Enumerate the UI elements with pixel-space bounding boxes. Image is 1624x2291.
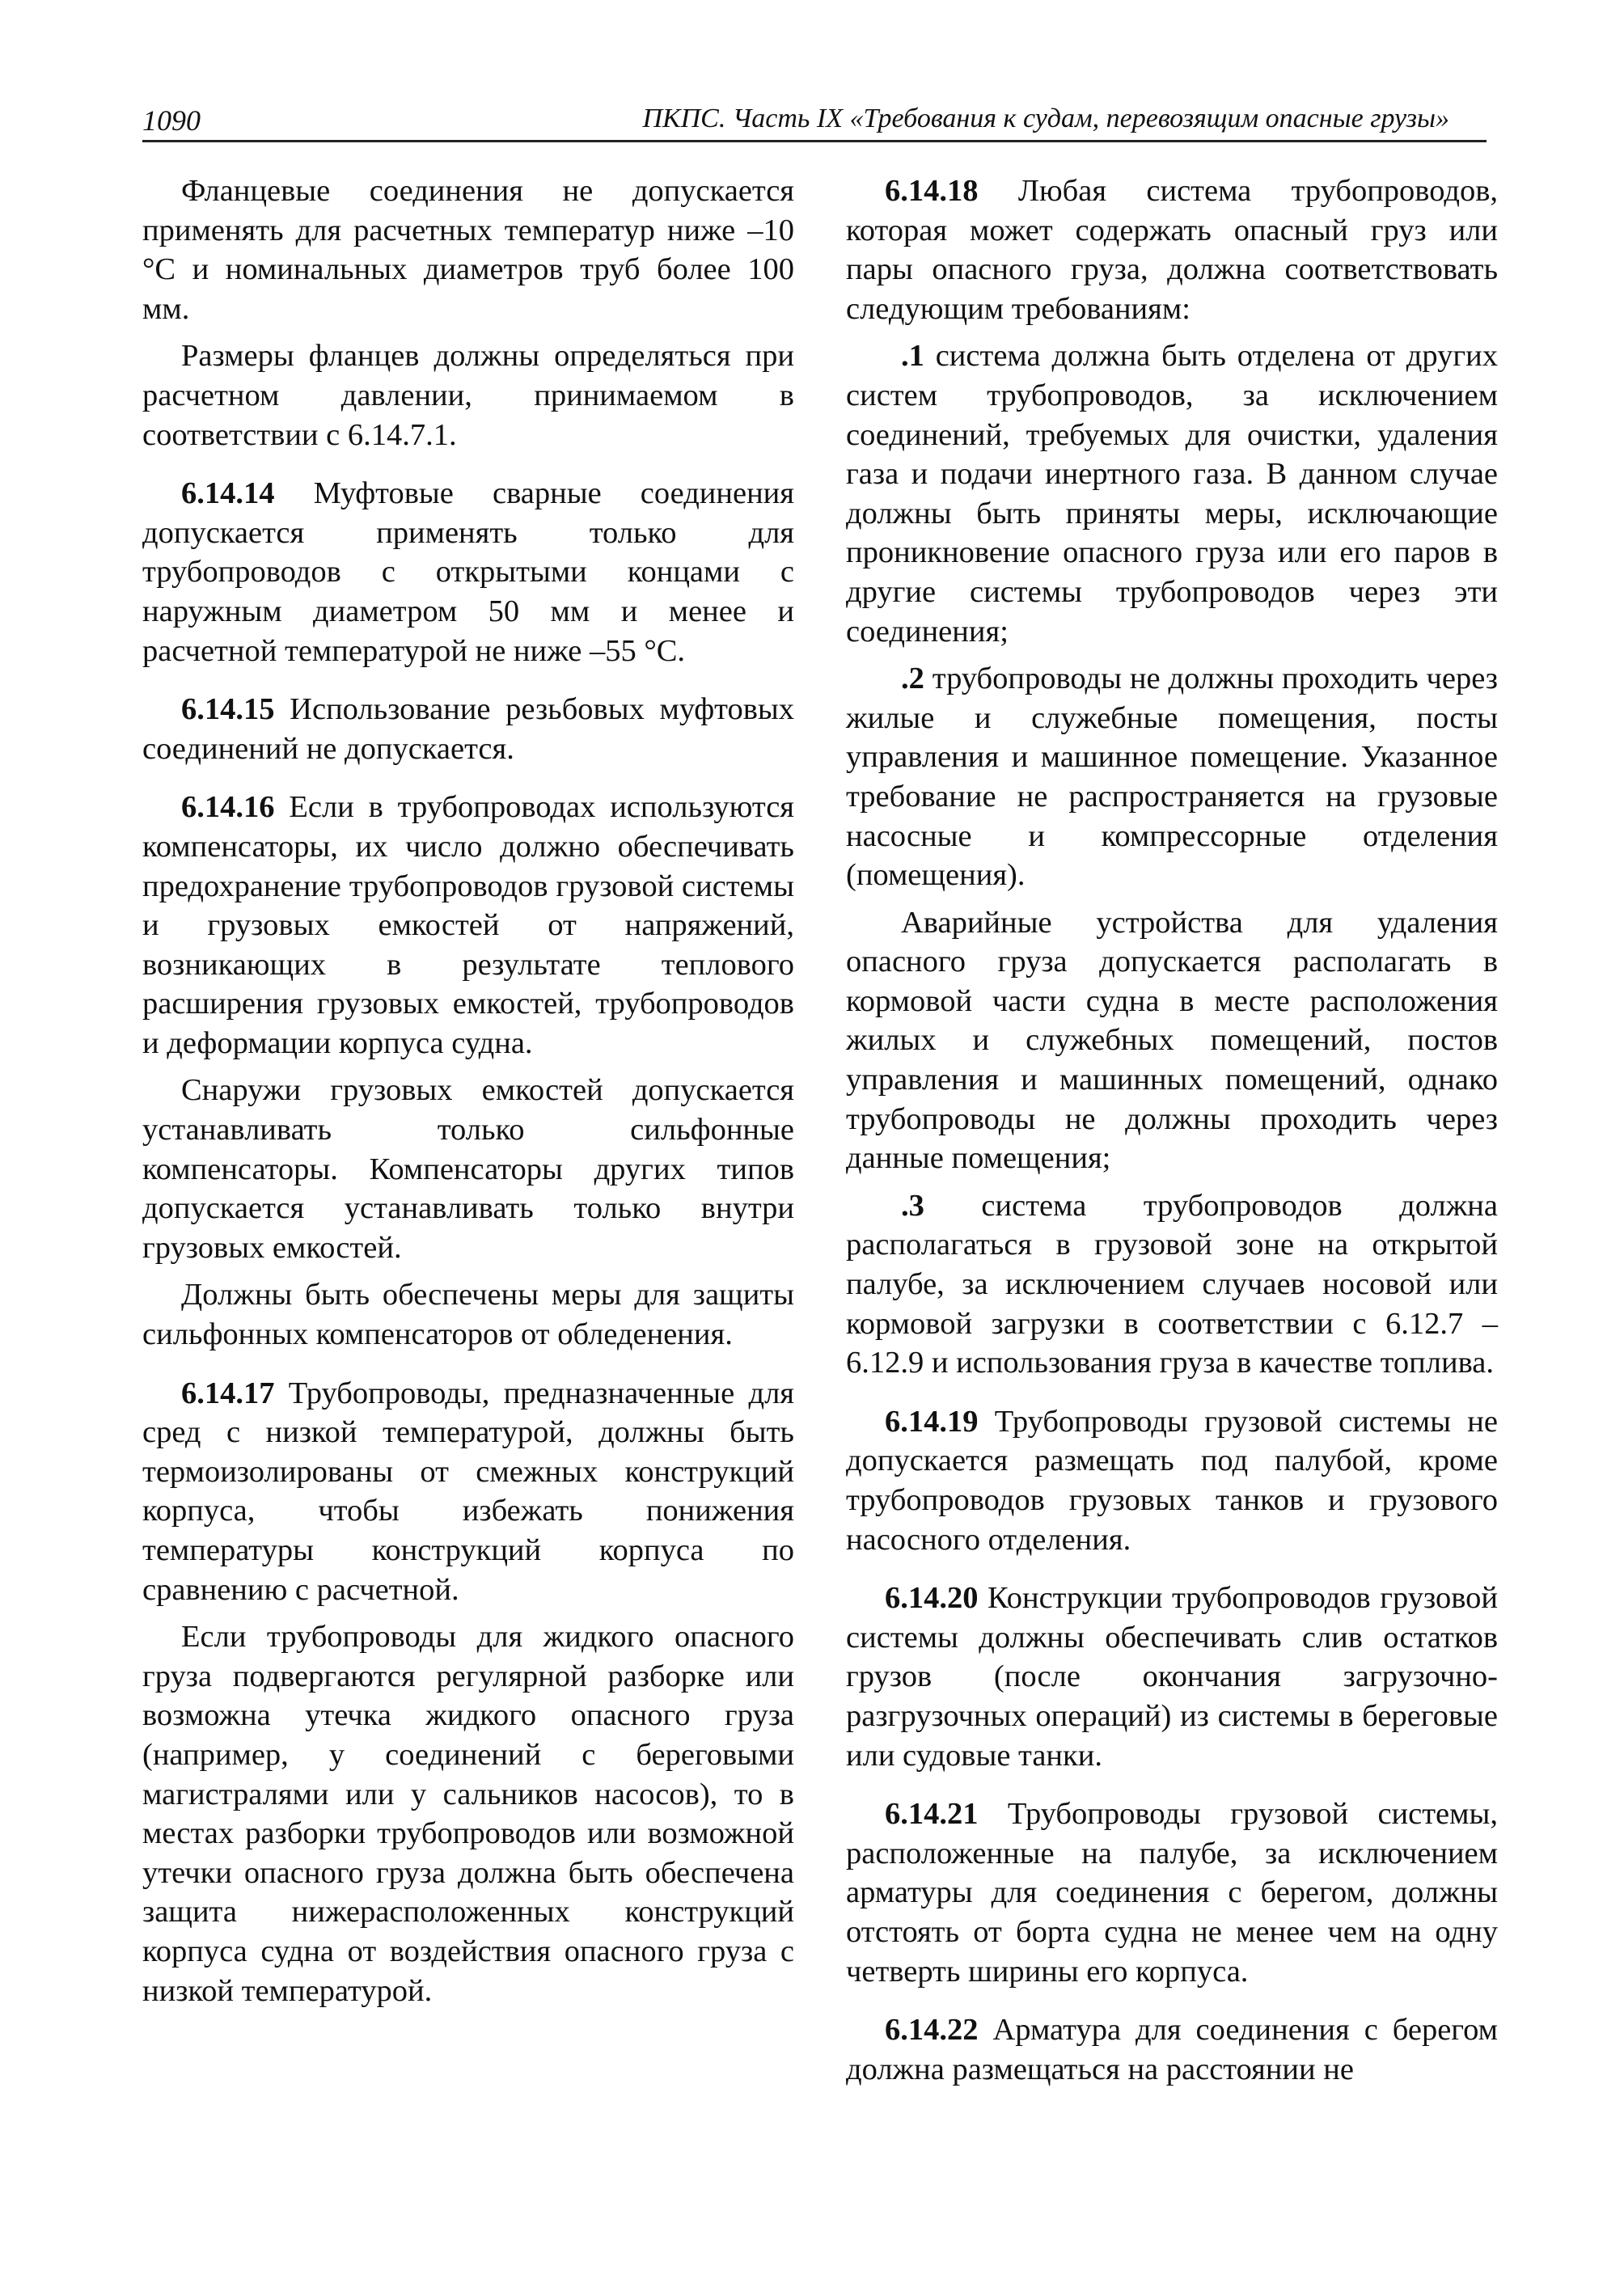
paragraph: Фланцевые соединения не допускается применять для расчетных температур ниже –10 °С и номинальных диаметров труб более 100 мм.: [142, 174, 794, 326]
clause-number: 6.14.19: [885, 1404, 979, 1439]
clause-number: 6.14.20: [885, 1581, 979, 1616]
clause-6-14-22: 6.14.22 Арматура для соединения с берегом должна размещаться на расстоянии не: [846, 2013, 1498, 2086]
clause-number: 6.14.16: [181, 790, 275, 825]
paragraph: Должны быть обеспечены меры для защиты сильфонных компенсаторов от обледенения.: [142, 1278, 794, 1352]
paragraph: Аварийные устройства для удаления опасного груза допускается располагать в кормовой части судна в месте расположения жилых и служебных помещений, постов управления и машинных помещений, однако трубопроводы не должны проходить через данные помещения;: [846, 905, 1498, 1176]
clause-6-14-19: 6.14.19 Трубопроводы грузовой системы не допускается размещать под палубой, кроме трубопроводов грузовых танков и грузового насосного отделения.: [846, 1404, 1498, 1557]
page-number: 1090: [142, 104, 201, 137]
list-item: .3 система трубопроводов должна располагаться в грузовой зоне на открытой палубе, за исключением случаев носовой или кормовой загрузки в соответствии с 6.12.7 – 6.12.9 и использования груза в качестве топлива.: [846, 1188, 1498, 1380]
clause-number: 6.14.22: [885, 2013, 979, 2048]
running-title: ПКПС. Часть IX «Требования к судам, перевозящим опасные грузы»: [642, 104, 1449, 133]
clause-number: 6.14.18: [885, 174, 979, 208]
paragraph: Если трубопроводы для жидкого опасного груза подвергаются регулярной разборке или возможна утечка жидкого опасного груза (например, у соединений с береговыми магистралями или у сальников насосов), то в местах разборки трубопроводов или возможной утечки опасного груза должна быть обеспечена защита нижерасположенных конструкций корпуса судна от воздействия опасного груза с низкой температурой.: [142, 1620, 794, 2008]
page-header: [142, 104, 1483, 142]
header-rule: [142, 140, 1487, 142]
item-number: .1: [901, 339, 924, 374]
clause-6-14-16: 6.14.16 Если в трубопроводах используются компенсаторы, их число должно обеспечивать предохранение трубопроводов грузовой системы и грузовых емкостей от напряжений, возникающих в результате теплового расширения грузовых емкостей, трубопроводов и деформации корпуса судна.: [142, 790, 794, 1060]
clause-6-14-15: 6.14.15 Использование резьбовых муфтовых соединений не допускается.: [142, 692, 794, 766]
paragraph: Размеры фланцев должны определяться при расчетном давлении, принимаемом в соответствии с 6.14.7.1.: [142, 339, 794, 452]
clause-6-14-14: 6.14.14 Муфтовые сварные соединения допускается применять только для трубопроводов с открытыми концами с наружным диаметром 50 мм и менее и расчетной температурой не ниже –55 °С.: [142, 476, 794, 668]
left-column: [142, 171, 794, 2010]
item-number: .2: [901, 662, 924, 696]
clause-number: 6.14.17: [181, 1376, 275, 1410]
clause-number: 6.14.21: [885, 1797, 979, 1832]
list-item: .2 трубопроводы не должны проходить через жилые и служебные помещения, посты управления и машинное помещение. Указанное требование не распространяется на грузовые насосные и компрессорные отделения (помещения).: [846, 662, 1498, 893]
list-item: .1 система должна быть отделена от других систем трубопроводов, за исключением соединений, требуемых для очистки, удаления газа и подачи инертного газа. В данном случае должны быть приняты меры, исключающие проникновение опасного груза или его паров в другие системы трубопроводов через эти соединения;: [846, 339, 1498, 649]
clause-6-14-20: 6.14.20 Конструкции трубопроводов грузовой системы должны обеспечивать слив остатков грузов (после окончания загрузочно-разгрузочных операций) из системы в береговые или судовые танки.: [846, 1581, 1498, 1773]
right-column: [846, 171, 1498, 2089]
clause-6-14-21: 6.14.21 Трубопроводы грузовой системы, расположенные на палубе, за исключением арматуры для соединения с берегом, должны отстоять от борта судна не менее чем на одну четверть ширины его корпуса.: [846, 1797, 1498, 1989]
clause-6-14-18: 6.14.18 Любая система трубопроводов, которая может содержать опасный груз или пары опасного груза, должна соответствовать следующим требованиям:: [846, 174, 1498, 326]
clause-number: 6.14.14: [181, 476, 275, 511]
item-number: .3: [901, 1188, 924, 1223]
paragraph: Снаружи грузовых емкостей допускается устанавливать только сильфонные компенсаторы. Компенсаторы других типов допускается устанавливать только внутри грузовых емкостей.: [142, 1073, 794, 1265]
clause-6-14-17: 6.14.17 Трубопроводы, предназначенные для сред с низкой температурой, должны быть термоизолированы от смежных конструкций корпуса, чтобы избежать понижения температуры конструкций корпуса по сравнению с расчетной.: [142, 1376, 794, 1607]
clause-number: 6.14.15: [181, 692, 275, 727]
